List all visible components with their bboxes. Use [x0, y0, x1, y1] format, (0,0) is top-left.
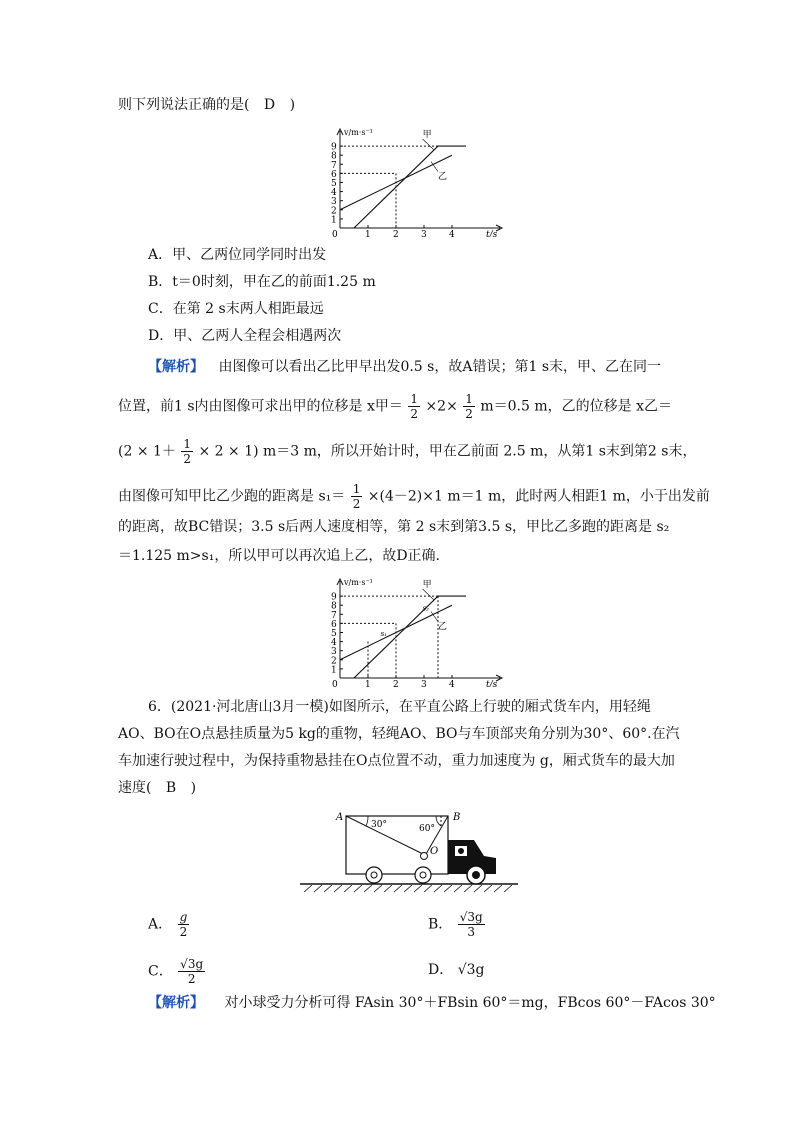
q6-line1: 6．(2021·河北唐山3月一模)如图所示，在平直公路上行驶的厢式货车内，用轻绳 [148, 699, 651, 715]
series-label-yi: 乙 [438, 621, 448, 632]
y-tick-label: 7 [331, 160, 337, 171]
fraction-half: $\frac{1}{2}$ [465, 392, 473, 421]
y-tick-label: 3 [331, 647, 337, 658]
y-tick-label: 4 [331, 188, 337, 199]
velocity-time-graph-1 [318, 125, 508, 237]
y-tick-label: 8 [331, 151, 337, 162]
analysis1-line1 [148, 357, 661, 377]
analysis1-text2c: m＝0.5 m，乙的位移是 x乙＝ [480, 398, 672, 415]
analysis1-text3b: × 2 × 1) m＝3 m，所以开始计时，甲在乙前面 2.5 m，从第1 s末到第2 s末， [198, 443, 697, 460]
q6-close: ) [190, 780, 197, 796]
analysis1-text1: 由图像可以看出乙比甲早出发0.5 s，故A错误；第1 s末，甲、乙在同一 [218, 359, 662, 375]
fraction-half: $\frac{1}{2}$ [352, 482, 361, 511]
x-tick-label: 1 [365, 230, 371, 237]
answer-q5: D [263, 97, 276, 113]
analysis1-text3a: (2 × 1＋ [118, 443, 176, 460]
answer-q6: B [165, 780, 177, 796]
weight-ball [421, 853, 428, 860]
y-tick-label: 2 [331, 656, 337, 667]
angle-arc-b [436, 816, 441, 826]
y-tick-label: 5 [331, 179, 337, 189]
analysis1-text2a: 位置，前1 s内由图像可求出甲的位移是 x甲＝ [118, 398, 403, 415]
y-tick-label: 8 [331, 601, 337, 612]
truck-diagram [298, 808, 523, 898]
x-tick-label: 3 [421, 230, 427, 237]
label-s2: s₂ [422, 604, 430, 613]
option-q6-b: B． $\frac{√3g}{3}$ [428, 910, 483, 939]
x-tick-label: 2 [393, 230, 399, 237]
y-tick-label: 4 [331, 638, 337, 649]
angle-label-30: 30° [371, 820, 387, 830]
label-A: A [336, 812, 344, 823]
y-tick-label: 7 [331, 610, 337, 621]
y-tick-label: 2 [331, 206, 337, 217]
analysis1-line5: 的距离，故BC错误；3.5 s后两人速度相等，第 2 s末到第3.5 s，甲比乙多跑的距离是 s₂ [118, 519, 670, 535]
q6-line2: AO、BO在O点悬挂质量为5 kg的重物，轻绳AO、BO与车顶部夹角分别为30°、60°.在汽 [118, 726, 680, 742]
option-b: B．t＝0时刻，甲在乙的前面1.25 m [148, 274, 376, 290]
series-jia-line [354, 596, 466, 678]
label-B: B [453, 812, 461, 823]
series-jia-line [354, 146, 466, 228]
y-tick-label: 3 [331, 197, 337, 208]
analysis1-line6: ＝1.125 m>s₁，所以甲可以再次追上乙，故D正确. [118, 548, 441, 564]
x-tick-label: 2 [393, 680, 399, 687]
y-tick-label: 9 [331, 142, 337, 153]
x-tick-label: 3 [421, 680, 427, 687]
road-hatching [304, 885, 512, 892]
driver-icon [458, 848, 464, 854]
x-axis-label: t/s [486, 680, 498, 687]
option-a: A．甲、乙两位同学同时出发 [148, 247, 327, 263]
leader-jia [423, 139, 434, 150]
option-q6-a: A． $\frac{g}{2}$ [148, 910, 188, 939]
series-label-jia: 甲 [422, 130, 432, 140]
y-tick-label: 1 [331, 215, 337, 226]
label-s1: s₁ [380, 630, 388, 639]
series-label-yi: 乙 [438, 171, 448, 182]
velocity-time-graph-2 [318, 575, 508, 687]
y-axis-label: v/m·s⁻¹ [344, 578, 373, 587]
analysis1-line3 [118, 437, 696, 466]
intro-text: 则下列说法正确的是( [118, 97, 250, 113]
question-intro [118, 95, 295, 115]
y-tick-label: 6 [331, 619, 337, 630]
leader-jia [423, 589, 434, 600]
fraction-half: $\frac{1}{2}$ [410, 392, 418, 421]
y-tick-label: 9 [331, 592, 337, 603]
analysis-tag-2: 【解析】 [148, 995, 204, 1011]
option-q6-d: D． √3g [428, 962, 485, 978]
intro-close: ) [289, 97, 296, 113]
analysis2-line1 [148, 993, 716, 1013]
series-label-jia: 甲 [422, 580, 432, 590]
x-tick-label: 0 [332, 680, 338, 687]
analysis1-text4b: ×(4－2)×1 m＝1 m，此时两人相距1 m，小于出发前 [367, 488, 710, 505]
x-tick-label: 1 [365, 680, 371, 687]
x-tick-label: 0 [332, 230, 338, 237]
q6-text4: 速度( [118, 780, 152, 796]
analysis1-line2 [118, 392, 672, 421]
analysis1-text4a: 由图像可知甲比乙少跑的距离是 s₁＝ [118, 488, 346, 505]
analysis1-text2b: ×2× [425, 398, 458, 415]
wheel-middle [415, 867, 431, 883]
x-axis-label: t/s [486, 230, 498, 237]
y-tick-label: 1 [331, 665, 337, 676]
angle-arc-a [366, 816, 368, 826]
angle-label-60: 60° [419, 824, 435, 834]
analysis-tag-1: 【解析】 [148, 359, 204, 375]
wheel-hub [472, 871, 480, 879]
q6-line4 [118, 778, 196, 798]
analysis1-line4 [118, 482, 710, 511]
label-O: O [430, 846, 439, 857]
y-tick-label: 5 [331, 629, 337, 639]
option-d: D．甲、乙两人全程会相遇两次 [148, 328, 342, 344]
x-tick-label: 4 [449, 230, 455, 237]
y-axis-label: v/m·s⁻¹ [344, 128, 373, 137]
q6-line3: 车加速行驶过程中，为保持重物悬挂在O点位置不动，重力加速度为 g，厢式货车的最大加 [118, 753, 675, 769]
option-q6-c: C． $\frac{√3g}{2}$ [148, 957, 204, 986]
y-tick-label: 6 [331, 169, 337, 180]
analysis2-text: 对小球受力分析可得 FAsin 30°＋FBsin 60°＝mg，FBcos 60°－FAcos 30° [224, 995, 716, 1011]
option-c: C．在第 2 s末两人相距最远 [148, 301, 324, 317]
wheel-rear [366, 867, 382, 883]
x-tick-label: 4 [449, 680, 455, 687]
fraction-half: $\frac{1}{2}$ [183, 437, 192, 466]
